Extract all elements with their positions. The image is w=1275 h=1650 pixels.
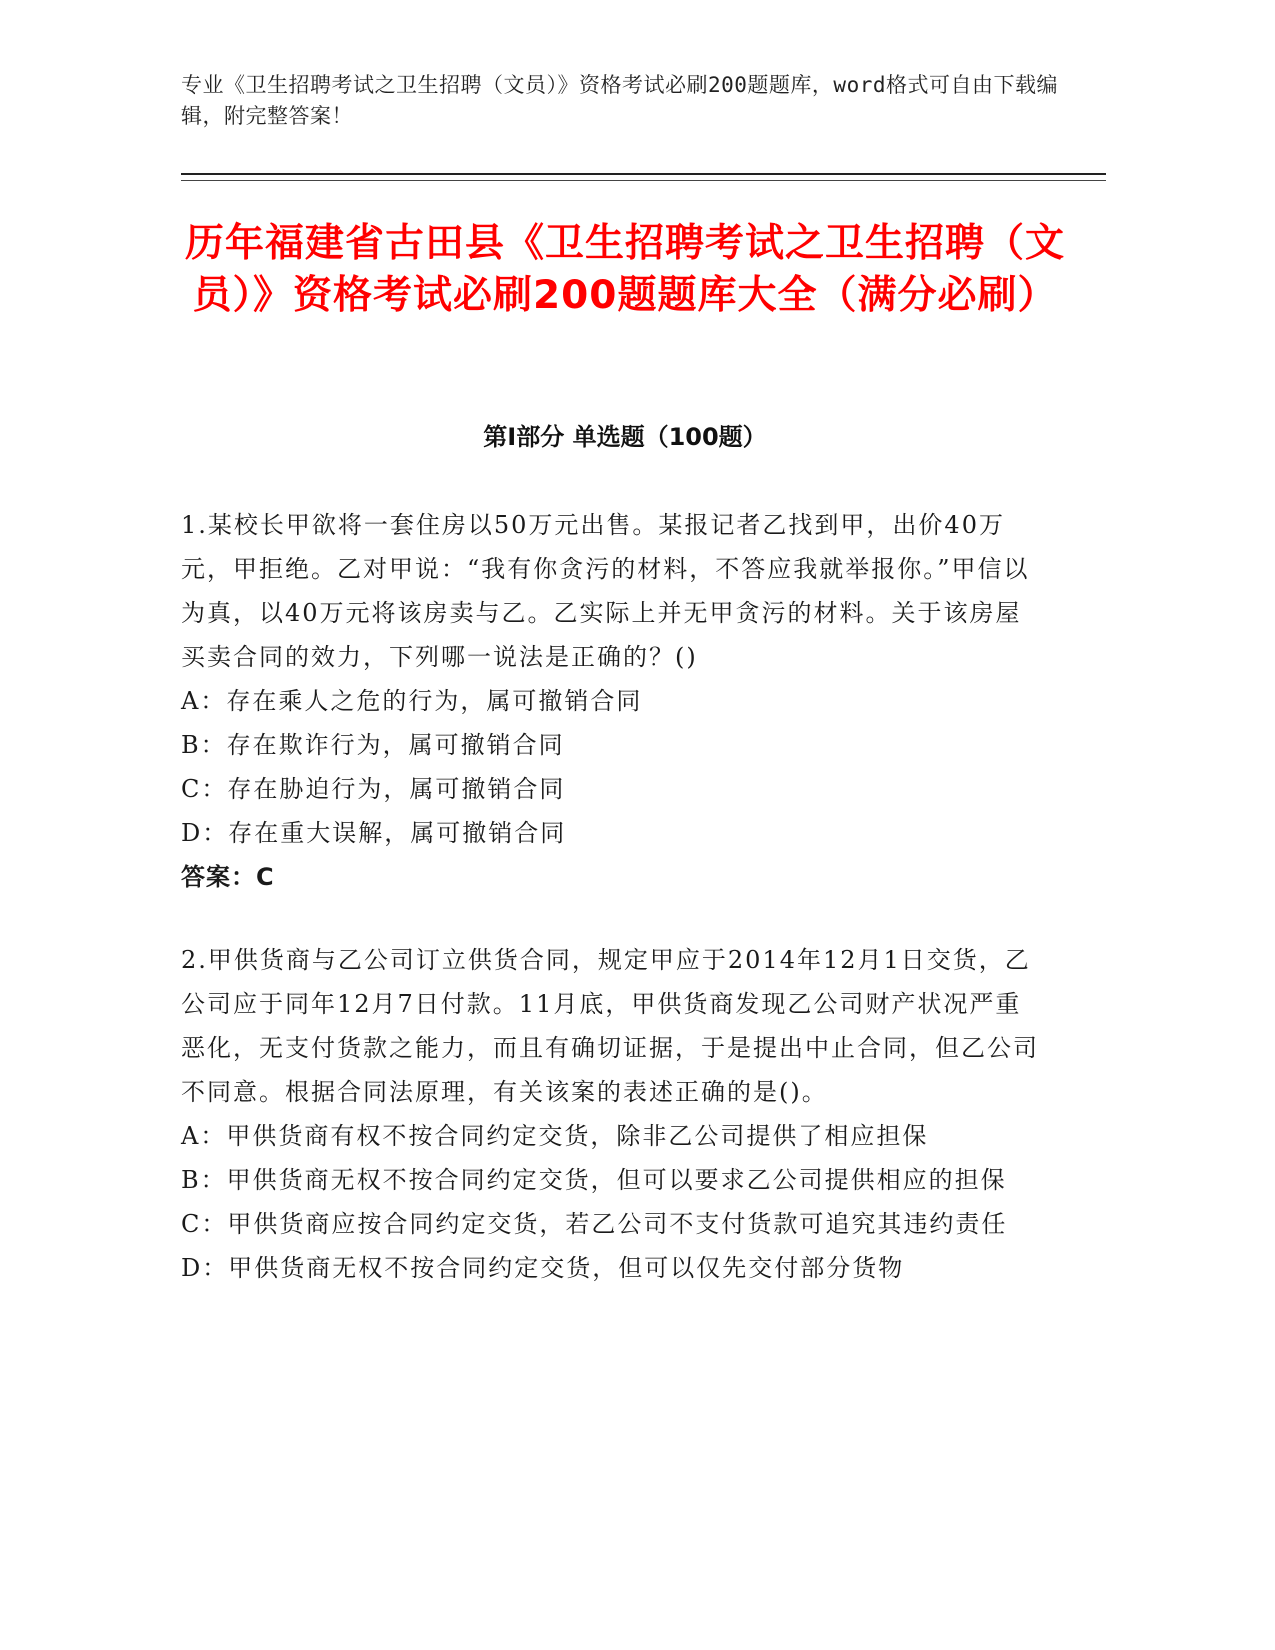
section-title: 第I部分 单选题（100题）: [483, 423, 767, 451]
option-c: C：甲供货商应按合同约定交货，若乙公司不支付货款可追究其违约责任: [181, 1210, 1008, 1238]
option-b: B：甲供货商无权不按合同约定交货，但可以要求乙公司提供相应的担保: [181, 1166, 1007, 1194]
header-divider-thick: [181, 173, 1106, 175]
option-d: D：甲供货商无权不按合同约定交货，但可以仅先交付部分货物: [181, 1254, 905, 1282]
question-2: [181, 938, 1041, 1290]
answer-line: 答案：C: [181, 863, 275, 891]
question-1: [181, 503, 1041, 899]
header-divider-thin: [181, 180, 1106, 181]
header-note: 专业《卫生招聘考试之卫生招聘（文员）》资格考试必刷200题题库，word格式可自由下载编辑，附完整答案！: [181, 73, 1058, 128]
document-title: 历年福建省古田县《卫生招聘考试之卫生招聘（文员）》资格考试必刷200题题库大全（满分必刷）: [184, 221, 1065, 318]
option-c: C：存在胁迫行为，属可撤销合同: [181, 775, 566, 803]
option-a: A：存在乘人之危的行为，属可撤销合同: [181, 687, 643, 715]
question-stem: 2.甲供货商与乙公司订立供货合同，规定甲应于2014年12月1日交货，乙公司应于同年12月7日付款。11月底，甲供货商发现乙公司财产状况严重恶化，无支付货款之能力，而且有确切证据，于是提出中止合同，但乙公司不同意。根据合同法原理，有关该案的表述正确的是()。: [181, 946, 1039, 1106]
option-d: D：存在重大误解，属可撤销合同: [181, 819, 567, 847]
option-a: A：甲供货商有权不按合同约定交货，除非乙公司提供了相应担保: [181, 1122, 929, 1150]
option-b: B：存在欺诈行为，属可撤销合同: [181, 731, 565, 759]
question-stem: 1.某校长甲欲将一套住房以50万元出售。某报记者乙找到甲，出价40万元，甲拒绝。乙对甲说：“我有你贪污的材料，不答应我就举报你。”甲信以为真，以40万元将该房卖与乙。乙实际上并无甲贪污的材料。关于该房屋买卖合同的效力，下列哪一说法是正确的？(): [181, 511, 1030, 671]
